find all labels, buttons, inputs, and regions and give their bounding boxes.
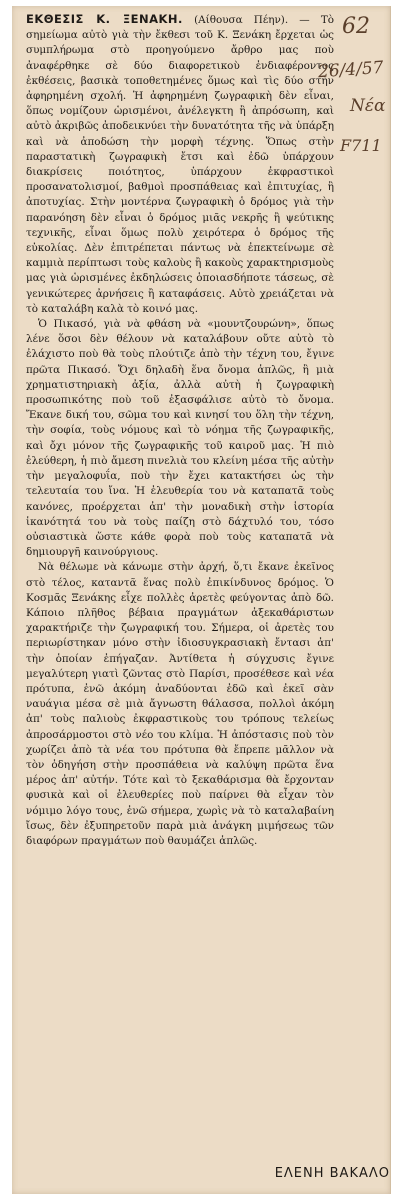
handwritten-date: 26/4/57 [317,57,385,83]
article-title-location: (Αίθουσα Πέην). [194,14,289,26]
article-paragraph-2: Ὁ Πικασό, γιὰ νὰ φθάση νὰ «μουντζουρώνη», ὅπως λένε ὅσοι δὲν θέλουν νὰ καταλάβουν οὔτε αὐτὸ τὸ ἐλάχιστο ποὺ θὰ τοὺς πλούτιζε ἀπὸ τὴν τέχνη του, ἔγινε πρῶτα Πικασό. Ὄχι δηλαδὴ ἕνα ὄνομα ἁπλῶς, ἢ μιὰ χρηματιστηριακὴ ἀξία, ἀλλὰ αὐτὴ ἡ ζωγραφικὴ προσωπικότης ποὺ τοῦ ἐξασφάλισε αὐτὸ τὸ ὄνομα. Ἔκανε δική του, σῶμα του καὶ κινησί του ὅλη τὴν τέχνη, τὴν σοφία, τοὺς νόμους καὶ τὸ νόημα τῆς ζωγραφικῆς, καὶ ὄχι μόνον τῆς ζωγραφικῆς τοῦ καιροῦ μας. Ἡ πιὸ ἐλεύθερη, ἡ πιὸ ἄμεση πινελιὰ του κλείνη μέσα τῆς αὐτὴν τὴν μεγαλοφυΐα, ποὺ τὴν ἔχει κατακτήσει ὡς τὴν τελευταία του ἴνα. Ἡ ἐλευθερία του νὰ καταπατᾶ τοὺς κανόνες, προέρχεται ἀπ' τὴν μοναδικὴ στὴν ἱστορία ἱκανότητά του νὰ τοὺς παίζη στὸ δάχτυλό του, τόσο οὐσιαστικὰ ὥστε κάθε φορὰ ποὺ τοὺς καταπατᾶ νὰ δημιουργῆ καινούργιους. [26,318,334,559]
article-paragraph-1 [26,12,334,317]
handwritten-number: 62 [342,14,370,39]
handwritten-newspaper-name: Νέα [350,96,386,116]
article [26,12,334,849]
article-title: ΕΚΘΕΣΙΣ Κ. ΞΕΝΑΚΗ. [26,12,183,26]
author-signature: ΕΛΕΝΗ ΒΑΚΑΛΟ [274,1166,390,1181]
handwritten-code: F711 [340,136,382,155]
article-paragraph-3: Νὰ θέλωμε νὰ κάνωμε στὴν ἀρχή, ὅ,τι ἔκανε ἐκεῖνος στὸ τέλος, καταντᾶ ἕνας πολὺ ἐπικίνδυνος δρόμος. Ὁ Κοσμᾶς Ξενάκης εἶχε πολλὲς ἀρετὲς φεύγοντας ἀπὸ δῶ. Κάποιο πλῆθος βέβαια πραγμάτων ἀξεκαθάριστων χαρακτήριζε τὴν ζωγραφική του. Σήμερα, οἱ ἀρετὲς του περιωρίστηκαν μόνο στὴν ἰδιοσυγκρασιακὴ ἔντασι ἀπ' τὴν ὁποίαν ἐπήγαζαν. Ἀντίθετα ἡ σύγχυσις ἔγινε μεγαλύτερη γιατὶ ζῶντας στὸ Παρίσι, προσέθεσε καὶ νέα πρότυπα, ἐνῶ ἀκόμη ἀναδύονται ἐδῶ καὶ ἐκεῖ σὰν ναυάγια μέσα σὲ μιὰ ἄγνωστη θάλασσα, πολλοὶ ἀκόμη ἀπ' τοὺς παλιοὺς ἐκφραστικοὺς του τρόπους τελείως ἀπροσάρμοστοι στὸ νέο του κλίμα. Ἡ ἀπόστασις ποὺ τὸν χωρίζει ἀπὸ τὰ νέα του πρότυπα θὰ ἔπρεπε μᾶλλον νὰ τὸν ὁδηγήση στὴν προσπάθεια νὰ καλύψη πρῶτα ἕνα μέρος ἀπ' αὐτήν. Τότε καὶ τὸ ξεκαθάρισμα θὰ ἔρχονταν φυσικὰ καὶ οἱ ἐλευθερίες ποὺ παίρνει θὰ εἶχαν τὸν νόμιμο λόγο τους, ἐνῶ σήμερα, χωρὶς νὰ τὸ καταλαβαίνη ἴσως, δὲν ἐξυπηρετοῦν παρὰ μιὰ ἀνάγκη μιμήσεως τῶν διαφόρων πραγμάτων ποὺ θαυμάζει ἁπλῶς. [26,561,334,847]
article-paragraph-1-text: — Τὸ σημείωμα αὐτὸ γιὰ τὴν ἔκθεσι τοῦ Κ. Ξενάκη ἔρχεται ὡς συμπλήρωμα στὸ προηγούμενο ἄρθρο μας ποὺ ἀναφέρθηκε σὲ δύο διαφορετικοὺ ἐνδιαφέροντος ἐκθέσεις, βασικὰ τοποθετημένες ὅμως καὶ τὶς δύο στὴν ἀφηρημένη σχολή. Ἡ ἀφηρημένη ζωγραφικὴ δὲν εἶναι, ὅπως νομίζουν ὡρισμένοι, ἀνέλεγκτη ἢ ἀπρόσωπη, καὶ αὐτὸ ἀκριβῶς ἀποδεικνύει τὴν δυνατότητα τῆς νὰ ὑπάρξη καὶ νὰ ἀποδώση τὴν μορφὴ τέχνης. Ὅπως στὴν παραστατικὴ ζωγραφικὴ ἔτσι καὶ ἐδῶ ὑπάρχουν διακρίσεις ποιότητος, ὑπάρχουν ἐκφραστικοὶ προσανατολισμοί, βαθμοὶ προσπάθειας καὶ ἐπιτυχίας, ἢ ἀποτυχίας. Στὴν μοντέρνα ζωγραφικὴ ὁ δρόμος γιὰ τὴν παρανόηση δὲν εἶναι ὁ δρόμος μιᾶς νεκρῆς ἢ ψεύτικης τεχνικῆς, εἶναι ὅμως πολὺ χειρότερα ὁ δρόμος τῆς εὐκολίας. Δὲν ἐπιτρέπεται πάντως νὰ ἐπεκτείνωμε σὲ καμμιὰ περίπτωσι τοὺς καλοὺς ἢ κακοὺς χαρακτηρισμοὺς μας γιὰ ὡρισμένες ἐκδηλώσεις ὁποιασδήποτε τάσεως, σὲ γενικώτερες ἀρνήσεις ἢ καταφάσεις. Αὐτὸ χρειάζεται νὰ τὸ καταλάβη καλὰ τὸ κοινό μας. [26,14,334,315]
